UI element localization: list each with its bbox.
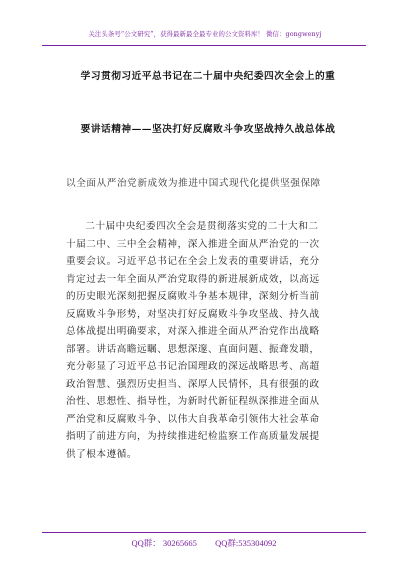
header-divider: [42, 45, 366, 46]
document-subheading: 以全面从严治党新成效为推进中国式现代化提供坚强保障: [66, 178, 321, 189]
body-line: 充分彰显了习近平总书记治国理政的深远战略思考、高超: [66, 361, 320, 372]
body-line: 总体战提出明确要求，对深入推进全面从严治党作出战略: [66, 326, 320, 337]
body-line: 部署。讲话高瞻远瞩、思想深邃、直面问题、振聋发聩，: [66, 343, 320, 355]
footer-qq-group-2: QQ群:535304092: [215, 538, 277, 548]
body-line: 政治智慧、强烈历史担当、深厚人民情怀，具有很强的政: [66, 378, 320, 390]
body-line: 供了根本遵循。: [66, 448, 138, 460]
body-line: 反腐败斗争形势，对坚决打好反腐败斗争攻坚战、持久战: [66, 308, 320, 320]
body-line: 二十届中央纪委四次全会是贯彻落实党的二十大和二: [85, 221, 319, 232]
footer-divider: [42, 532, 366, 533]
body-line: 十届二中、三中全会精神，深入推进全面从严治党的一次: [66, 238, 320, 250]
body-line: 肯定过去一年全面从严治党取得的新进展新成效，以高远: [66, 273, 320, 285]
body-line: 的历史眼光深刻把握反腐败斗争基本规律，深刻分析当前: [66, 291, 320, 302]
footer-qq-group-1: QQ群： 30265665: [131, 538, 197, 548]
body-line: 重要会议。习近平总书记在全会上发表的重要讲话，充分: [66, 256, 320, 267]
header-note: 关注头条号“公文研究”，获得最新最全最专业的公文资料库！ 微信：gongwenyj: [88, 30, 322, 38]
body-line: 指明了前进方向，为持续推进纪检监察工作高质量发展提: [66, 431, 320, 442]
document-body: [66, 218, 356, 463]
body-line: 治性、思想性、指导性，为新时代新征程纵深推进全面从: [66, 396, 320, 407]
footer: [0, 537, 408, 549]
document-title-line-1: 学习贯彻习近平总书记在二十届中央纪委四次全会上的重: [80, 71, 336, 82]
document-title-line-2: 要讲话精神——坚决打好反腐败斗争攻坚战持久战总体战: [80, 124, 336, 135]
body-line: 严治党和反腐败斗争、以伟大自我革命引领伟大社会革命: [66, 413, 320, 425]
